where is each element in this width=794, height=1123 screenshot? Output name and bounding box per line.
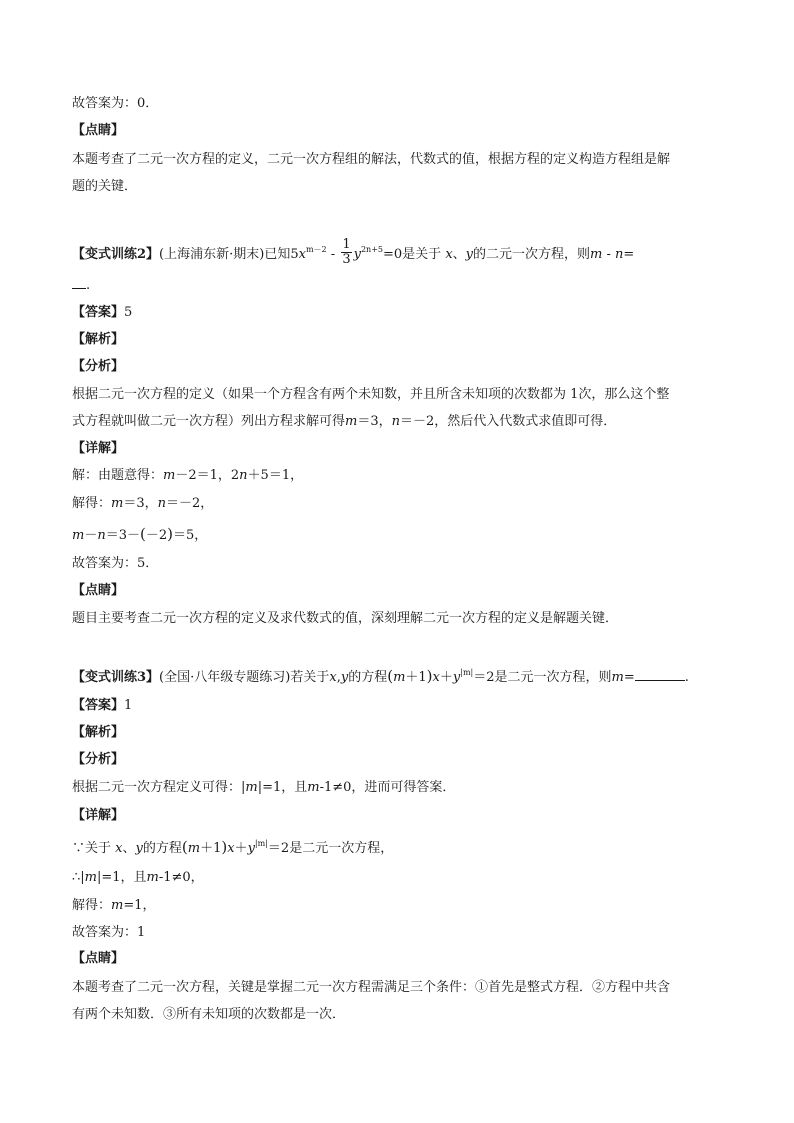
q3-eqsign: =: [623, 670, 635, 685]
q2-solution-line2: [72, 494, 213, 514]
q3-d2-b: |=1，且: [96, 870, 147, 885]
q3-eq2: ＝2: [473, 670, 495, 685]
q3-plus1: ＋1: [405, 670, 427, 685]
q2-frac-num: 1: [342, 237, 351, 252]
q2-solution-line1: [72, 466, 303, 486]
q3-d3-m: m: [111, 898, 124, 913]
q2-frac-den: 3: [342, 252, 351, 267]
q3-d1-plus2: ＋: [234, 841, 248, 856]
q2-sol1-a: 解：由题意得：: [72, 468, 164, 483]
q3-tag: 【变式训练3】: [72, 670, 160, 685]
q3-lp: (: [387, 667, 394, 685]
q2-analysis-line1: 根据二元一次方程的定义（如果一个方程含有两个未知数，并且所含未知项的次数都为 1次，那么这个整: [72, 387, 670, 402]
q2-dianjing-label: 【点睛】: [72, 583, 125, 598]
q2-stem-end: 的二元一次方程，则: [473, 247, 591, 262]
q2-sol3-e: ＝5，: [173, 528, 208, 543]
q3-d1-rp: ): [221, 838, 228, 856]
q3-stem-a: 若关于: [290, 670, 330, 685]
q2-comment: 题目主要考查二元一次方程的定义及求代数式的值，深刻理解二元一次方程的定义是解题关键．: [72, 611, 619, 626]
q2-jiexi-label: 【解析】: [72, 332, 125, 347]
prev-comment-line2: 题的关键．: [72, 179, 138, 194]
q3-d1-x2: x: [227, 841, 235, 856]
q2-analysis-2c: ＝－2，然后代入代数式求值即可得．: [400, 414, 617, 429]
q2-stem-pre: 已知5: [264, 247, 299, 262]
q2-minus: -: [326, 247, 340, 262]
q2-n: n: [615, 247, 624, 262]
q2-tail: .: [86, 278, 91, 293]
prev-comment-line1: 本题考查了二元一次方程的定义，二元一次方程组的解法，代数式的值，根据方程的定义构造方程组是解: [72, 152, 671, 167]
q3-detail-line3: [72, 896, 156, 916]
q3-dianjing-label: 【点睛】: [72, 951, 125, 966]
q2-answer-blank: [72, 276, 86, 289]
q3-d1-y2: y: [247, 841, 255, 856]
q3-d2-m2: m: [146, 870, 159, 885]
q3-analysis-m2: m: [307, 780, 320, 795]
q3-y: y: [340, 670, 349, 685]
q3-d1-a: ∵关于: [72, 841, 116, 856]
q3-comment-line2: 有两个未知数．③所有未知项的次数都是一次．: [72, 1007, 346, 1022]
q2-answer: [72, 303, 132, 323]
q3-m2: m: [611, 670, 624, 685]
q3-d1-y: y: [135, 841, 143, 856]
q2-analysis-m: m: [345, 414, 358, 429]
q3-comment-line1: 本题考查了二元一次方程，关键是掌握二元一次方程需满足三个条件：①首先是整式方程．②方程中共含: [72, 980, 671, 995]
q3-x: x: [329, 670, 337, 685]
q2-x: x: [298, 247, 306, 262]
q2-sol1-c: ＋5＝1，: [247, 468, 304, 483]
q2-exp1: m－2: [305, 245, 327, 254]
q2-eq: =: [623, 247, 635, 262]
q2-sol2-c: ＝－2，: [166, 496, 214, 511]
q3-stem-b: 的方程: [348, 670, 388, 685]
q2-sol3-rp: ): [167, 525, 173, 543]
q3-x2: x: [432, 670, 440, 685]
q3-fenxi-label: 【分析】: [72, 752, 125, 767]
q3-d1-x: x: [115, 841, 123, 856]
q2-sol2-m: m: [111, 496, 124, 511]
q3-d1-plus: ＋1: [200, 841, 222, 856]
q3-analysis: [72, 778, 455, 798]
q2-sol3-c: ＝3－: [105, 528, 140, 543]
q3-xiangjie-label: 【详解】: [72, 808, 125, 823]
prev-dianjing-label: 【点睛】: [72, 123, 125, 138]
q3-d1-eq: ＝2: [267, 841, 290, 856]
q3-d3-a: 解得：: [72, 898, 112, 913]
q3-answer-blank: [635, 668, 685, 681]
q2-var-x: x: [445, 247, 453, 262]
q2-answer-label: 【答案】: [72, 305, 125, 320]
q3-answer-value: 1: [124, 698, 133, 713]
q2-tag: 【变式训练2】: [72, 247, 160, 262]
q3-y2: y: [452, 670, 461, 685]
q3-d2-c: -1≠0，: [158, 870, 204, 885]
q2-sol3-lp: (: [140, 525, 146, 543]
q3-detail-line1: [72, 837, 393, 859]
q2-analysis-n: n: [391, 414, 400, 429]
q3-d1-exp: |m|: [254, 839, 268, 848]
q3-answer-label: 【答案】: [72, 698, 125, 713]
q2-sol1-n: n: [239, 468, 248, 483]
q2-sol1-b: －2＝1，2: [175, 468, 240, 483]
q2-sol2-b: ＝3，: [123, 496, 158, 511]
q2-var-y: y: [465, 247, 474, 262]
q2-analysis-2a: 式方程就叫做二元一次方程）列出方程求解可得: [72, 414, 346, 429]
q3-d1-lp: (: [181, 838, 188, 856]
q2-fraction: [341, 238, 351, 267]
q2-sol3-d: －2: [145, 528, 168, 543]
q2-final: 故答案为：5．: [72, 556, 159, 571]
q3-stem: [72, 666, 689, 688]
q2-solution-line3: [72, 524, 207, 546]
q3-d1-sep: 、: [122, 841, 136, 856]
q2-fenxi-label: 【分析】: [72, 359, 125, 374]
q3-plus2: ＋: [439, 670, 453, 685]
q3-exp: |m|: [460, 668, 474, 677]
q2-sol2-a: 解得：: [72, 496, 112, 511]
q3-tail: .: [684, 670, 689, 685]
q2-sol1-m: m: [163, 468, 176, 483]
q2-answer-value: 5: [124, 305, 133, 320]
q3-d1-c: 是二元一次方程，: [289, 841, 394, 856]
prev-answer-line: 故答案为：0．: [72, 96, 159, 111]
q2-xiangjie-label: 【详解】: [72, 441, 125, 456]
q2-sol3-m: m: [72, 528, 85, 543]
q3-analysis-m: m: [245, 780, 258, 795]
q3-d2-m: m: [84, 870, 97, 885]
q2-stem-mid: =0是关于: [383, 247, 442, 262]
q2-stem: [72, 237, 635, 269]
q3-source: (全国·八年级专题练习): [159, 670, 291, 685]
q3-m: m: [393, 670, 406, 685]
q3-d3-b: =1，: [123, 898, 156, 913]
q2-analysis-line2: [72, 412, 616, 432]
q3-comma: ,: [336, 670, 341, 685]
q2-exp2: 2n+5: [360, 245, 383, 254]
q3-answer: [72, 696, 132, 716]
q2-op: -: [602, 247, 616, 262]
q3-final: 故答案为：1: [72, 925, 146, 940]
q2-sol3-b: －: [84, 528, 98, 543]
q3-detail-line2: [72, 868, 204, 888]
q2-sol3-n: n: [97, 528, 106, 543]
q2-sep: 、: [452, 247, 466, 262]
q3-rp: ): [426, 667, 433, 685]
q2-y: y: [353, 247, 361, 262]
q3-analysis-c: -1≠0，进而可得答案．: [319, 780, 456, 795]
q2-sol2-n: n: [157, 496, 166, 511]
q3-d1-b: 的方程: [142, 841, 182, 856]
q3-stem-c: 是二元一次方程，则: [494, 670, 612, 685]
q2-analysis-2b: ＝3，: [357, 414, 392, 429]
q2-source: (上海浦东新·期末): [159, 247, 265, 262]
q2-m: m: [590, 247, 603, 262]
q3-d2-a: ∴|: [72, 870, 85, 885]
q3-analysis-a: 根据二元一次方程定义可得：|: [72, 780, 246, 795]
q3-analysis-b: |=1，且: [257, 780, 308, 795]
q3-jiexi-label: 【解析】: [72, 725, 125, 740]
q3-d1-m: m: [187, 841, 201, 856]
q2-blank-line: [72, 276, 90, 296]
